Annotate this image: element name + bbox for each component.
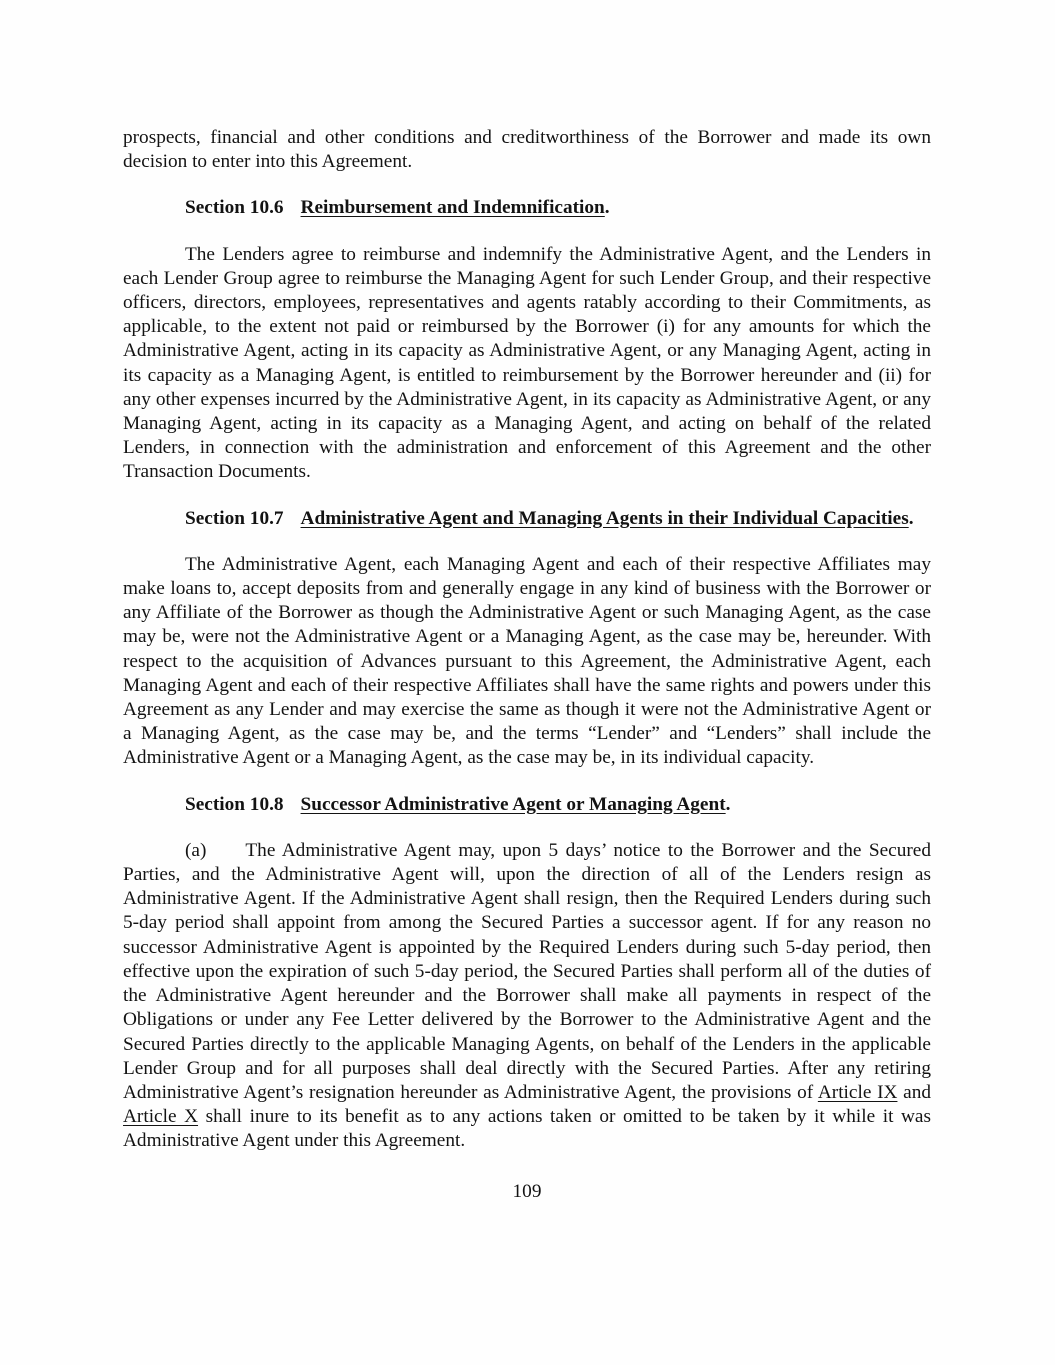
section-10-6-heading [123,196,931,220]
section-10-7-body: The Administrative Agent, each Managing Agent and each of their respective Affiliates may make loans to, accept deposits from and generally engage in any kind of business with the Borrower or any Affiliate of the Borrower as though the Administrative Agent or such Managing Agent, as the case may be, were not the Administrative Agent or a Managing Agent, as the case may be, hereunder. With respect to the acquisition of Advances pursuant to this Agreement, the Administrative Agent, each Managing Agent and each of their respective Affiliates shall have the same rights and powers under this Agreement as any Lender and may exercise the same as though it were not the Administrative Agent or a Managing Agent, as the case may be, and the terms “Lender” and “Lenders” shall include the Administrative Agent or a Managing Agent, as the case may be, in its individual capacity. [123,553,931,769]
section-10-6-label: Section 10.6 [185,197,284,219]
section-10-7-title: Administrative Agent and Managing Agents in their Individual Capacities [300,507,909,529]
section-10-7-title-period: . [908,507,914,529]
paragraph-a-marker: (a) [185,839,207,861]
section-10-6-title-period: . [604,197,610,219]
article-ix-reference: Article IX [817,1081,898,1103]
section-10-6-body: The Lenders agree to reimburse and indemnify the Administrative Agent, and the Lenders in each Lender Group agree to reimburse the Managing Agent for such Lender Group, and their respective officers, directors, employees, representatives and agents ratably according to their Commitments, as applicable, to the extent not paid or reimbursed by the Borrower (i) for any amounts for which the Administrative Agent, acting in its capacity as Administrative Agent, or any Managing Agent, acting in its capacity as a Managing Agent, is entitled to reimbursement by the Borrower hereunder and (ii) for any other expenses incurred by the Administrative Agent, in its capacity as Administrative Agent, or any Managing Agent, acting in its capacity as a Managing Agent, and acting on behalf of the related Lenders, in connection with the administration and enforcement of this Agreement and the other Transaction Documents. [123,243,931,483]
page-number: 109 [512,1180,542,1202]
continuation-paragraph: prospects, financial and other conditions and creditworthiness of the Borrower and made its own decision to enter into this Agreement. [123,127,931,173]
paragraph-a-text-after: shall inure to its benefit as to any actions taken or omitted to be taken by it while it was Administrative Agent under this Agreement. [123,1106,931,1152]
article-x-reference: Article X [123,1106,199,1128]
section-10-8-heading [123,793,931,817]
section-10-6-title: Reimbursement and Indemnification [300,197,605,219]
section-10-7-label: Section 10.7 [185,507,284,529]
section-10-8-label: Section 10.8 [185,793,284,815]
section-10-7-heading [123,507,931,531]
paragraph-a-text-before: The Administrative Agent may, upon 5 days’ notice to the Borrower and the Secured Parties, and the Administrative Agent will, upon the direction of all of the Lenders resign as Administrative Agent. If the Administrative Agent shall resign, then the Required Lenders during such 5-day period shall appoint from among the Secured Parties a successor agent. If for any reason no successor Administrative Agent is appointed by the Required Lenders during such 5-day period, then effective upon the expiration of such 5-day period, the Secured Parties shall perform all of the duties of the Administrative Agent hereunder and the Borrower shall make all payments in respect of the Obligations or under any Fee Letter delivered by the Borrower to the Administrative Agent and the Secured Parties directly to the applicable Managing Agents, on behalf of the Lenders in the applicable Lender Group and for all purposes shall deal directly with the Secured Parties. After any retiring Administrative Agent’s resignation hereunder as Administrative Agent, the provisions of [123,839,931,1103]
section-10-8-title: Successor Administrative Agent or Managing Agent [300,793,726,815]
section-10-8-title-period: . [725,793,731,815]
section-10-8-paragraph-a [123,839,931,1154]
paragraph-a-conjunction: and [897,1081,931,1103]
